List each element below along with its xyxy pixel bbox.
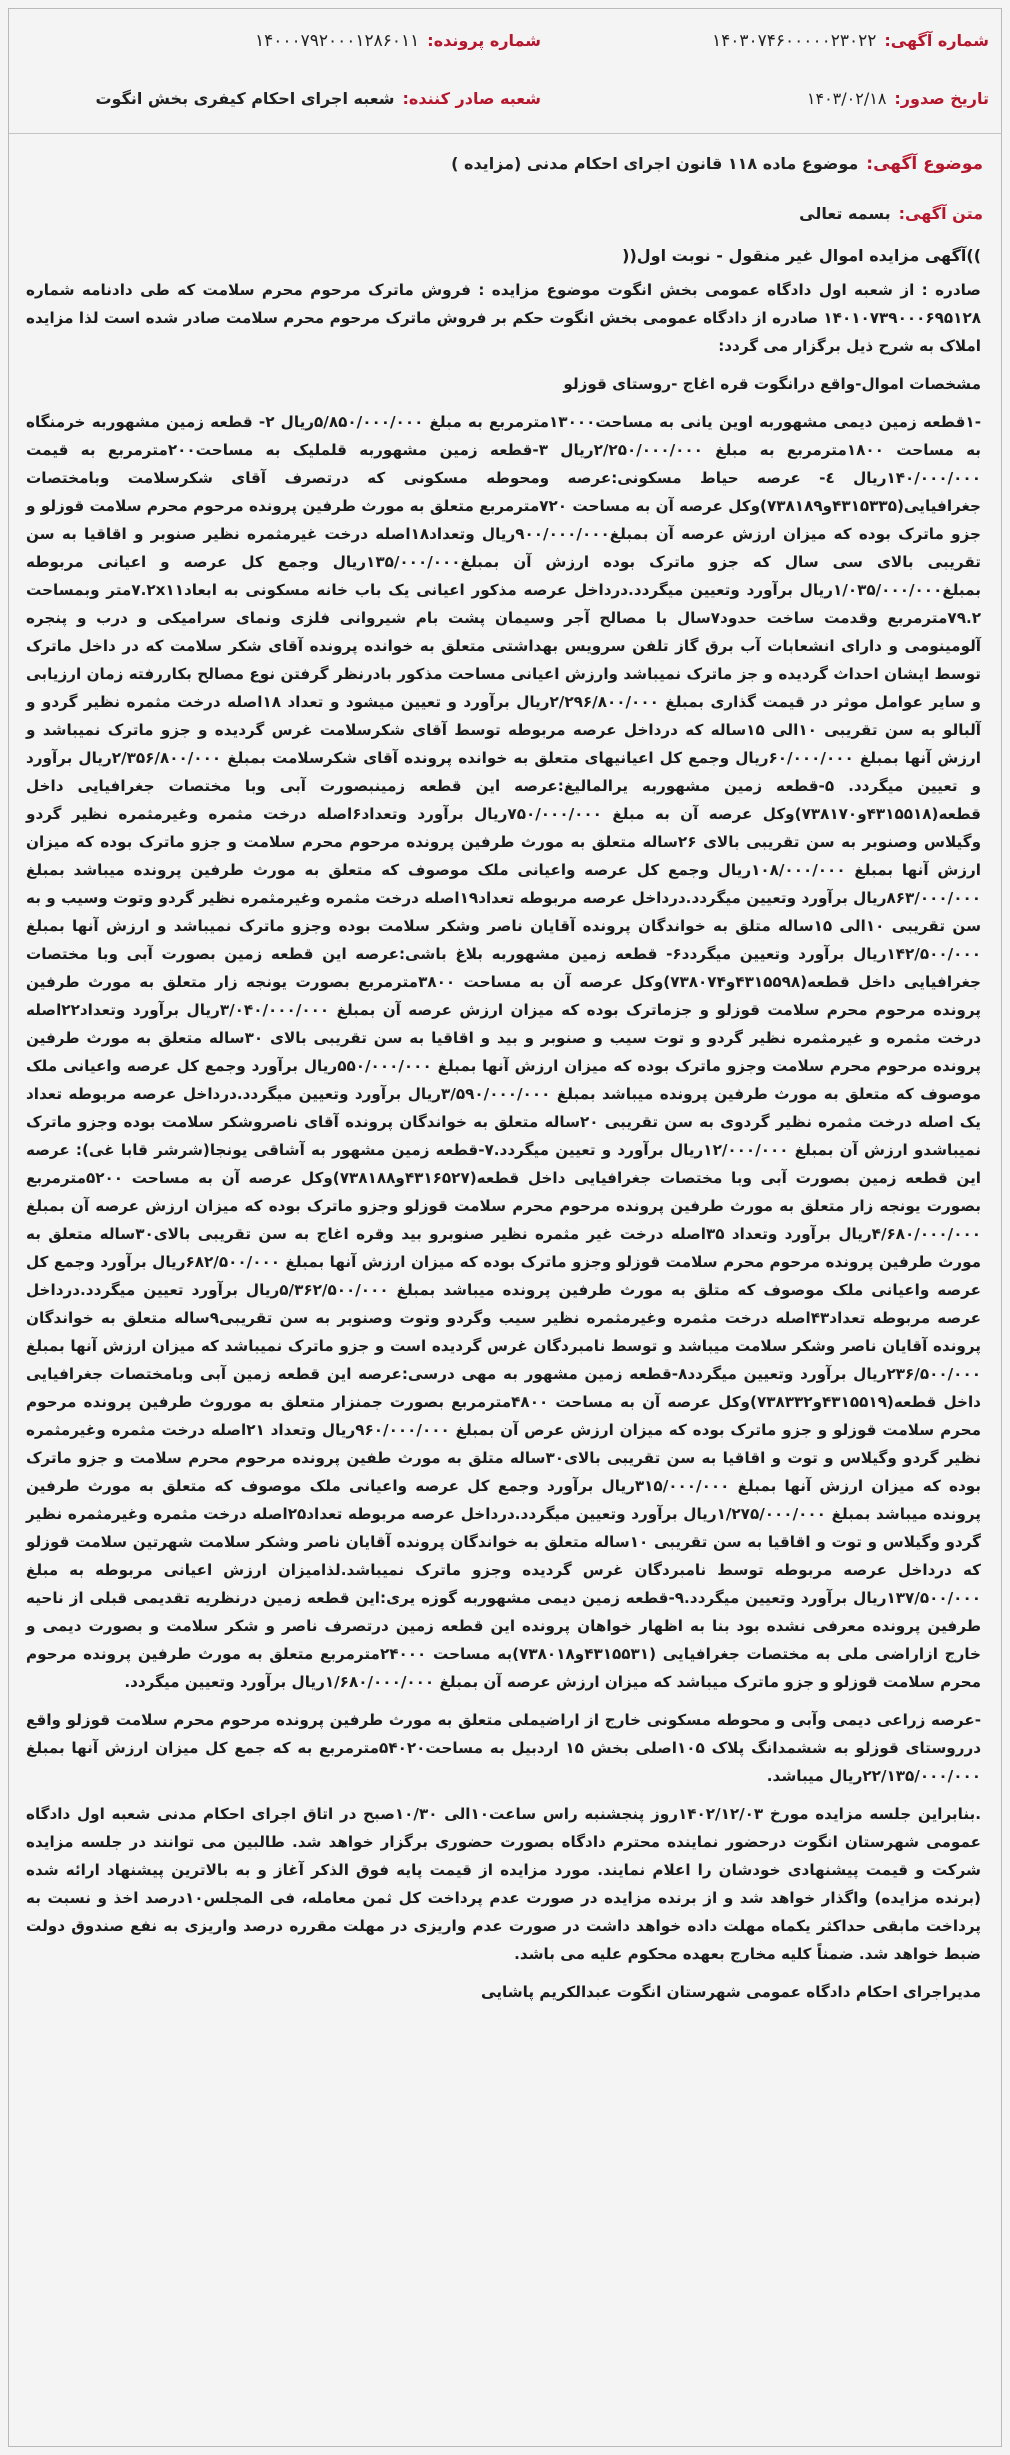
case-number-row	[255, 31, 541, 51]
text-intro: بسمه تعالی	[799, 204, 891, 223]
ad-body	[26, 242, 981, 2012]
issuer-name: شعبه اجرای احکام کیفری بخش انگوت	[95, 89, 395, 108]
text-label-row	[799, 204, 983, 223]
ad-paragraph-location: مشخصات اموال-واقع درانگوت قره اغاج -روستای قوزلو	[563, 375, 981, 393]
ad-document	[8, 8, 1002, 2447]
issuer-row	[95, 89, 541, 108]
case-number-label: شماره پرونده:	[427, 31, 541, 50]
subject-row	[451, 154, 983, 174]
ad-number-row	[712, 31, 989, 51]
case-number: ۱۴۰۰۰۷۹۲۰۰۰۱۲۸۶۰۱۱	[254, 31, 420, 51]
ad-paragraph-auction: .بنابراین جلسه مزایده مورخ ۱۴۰۲/۱۲/۰۳روز پنجشنبه راس ساعت۱۰الی ۱۰/۳۰صبح در اتاق اجرای احکام مدنی شعبه اول دادگاه عمومی شهرستان انگوت درحضور نماینده محترم دادگاه بصورت حضوری برگزار خواهد شد. طالبین می توانند در جلسه مزایده شرکت و قیمت پیشنهادی خودشان را اعلام نمایند. مورد مزایده از قیمت پایه فوق الذکر آغاز و به بالاترین پیشنهاد ارائه شده (برنده مزایده) واگذار خواهد شد و از برنده مزایده در صورت عدم پرداخت کل ثمن معامله، فی المجلس۱۰درصد اخذ و نسبت به پرداخت مابقی حداکثر یکماه مهلت داده خواهد داشت در صورت عدم واریزی در مهلت مقرره درصد واریزی به نفع صندوق دولت ضبط خواهد شد. ضمناً کلیه مخارج بعهده محکوم علیه می باشد.	[26, 1805, 981, 1963]
subject-label: موضوع آگهی:	[866, 154, 983, 174]
issue-date-row	[807, 89, 989, 108]
ad-title: ))آگهی مزایده اموال غیر منقول - نوبت اول((	[622, 246, 981, 265]
issue-date-label: تاریخ صدور:	[894, 89, 989, 108]
ad-paragraph-summary: -عرصه زراعی دیمی وآبی و محوطه مسکونی خارج از اراضیملی متعلق به مورث طرفین پرونده مرحوم محرم سلامت قوزلو واقع درروستای قوزلو به ششمدانگ پلاک ۱۰۵اصلی بخش ۱۵ اردبیل به مساحت۵۴۰۲۰مترمربع به که جمع کل میزان ارزش آنها بمبلغ ۲۲/۱۳۵/۰۰۰/۰۰۰ریال میباشد.	[26, 1711, 982, 1785]
ad-signature: مدیراجرای احکام دادگاه عمومی شهرستان انگوت عبدالکریم پاشایی	[480, 1983, 981, 2001]
ad-number: ۱۴۰۳۰۷۴۶۰۰۰۰۰۲۳۰۲۲	[712, 31, 877, 51]
ad-header	[9, 9, 1001, 134]
subject-text: موضوع ماده ۱۱۸ قانون اجرای احکام مدنی (مزایده )	[451, 154, 859, 173]
ad-number-label: شماره آگهی:	[884, 31, 989, 50]
issue-date: ۱۴۰۳/۰۲/۱۸	[806, 89, 887, 108]
ad-paragraph-intro: صادره : از شعبه اول دادگاه عمومی بخش انگوت موضوع مزایده : فروش ماترک مرحوم محرم سلامت که طی دادنامه شماره ۱۴۰۱۰۷۳۹۰۰۰۶۹۵۱۲۸ صادره از دادگاه عمومی بخش انگوت حکم بر فروش ماترک مرحوم محرم سلامت صادر شده است لذا مزایده املاک به شرح ذیل برگزار می گردد:	[26, 281, 981, 355]
ad-paragraph-properties: -۱قطعه زمین دیمی مشهوربه اوین یانی به مساحت۱۳۰۰۰مترمربع به مبلغ ۵/۸۵۰/۰۰۰/۰۰۰ریال ۲- قطعه زمین مشهوربه خرمنگاه به مساحت ۱۸۰۰مترمربع به مبلغ ۲/۲۵۰/۰۰۰/۰۰۰ریال ۳-قطعه زمین مشهوربه قلملیک به مساحت۲۰۰مترمربع به قیمت ۱۴۰/۰۰۰/۰۰۰ریال ٤- عرصه حیاط مسکونی:عرصه ومحوطه مسکونی که درتصرف آقای شکرسلامت وبامختصات جغرافیایی(۴۳۱۵۳۳۵و۷۳۸۱۸۹)وکل عرصه آن به مساحت ۷۲۰مترمربع متعلق به مورث طرفین پرونده مرحوم محرم سلامت قوزلو و جزو ماترک بوده که میزان ارزش عرصه آن بمبلغ۹۰۰/۰۰۰/۰۰۰ریال وتعداد۱۸اصله درخت غیرمثمره نظیر صنوبر و اقاقیا به سن تقریبی بالای سی سال که جزو ماترک بوده ارزش آن بمبلغ۱۳۵/۰۰۰/۰۰۰ریال وجمع کل عرصه و اعیانی مربوطه بمبلغ۱/۰۳۵/۰۰۰/۰۰۰ریال برآورد وتعیین میگردد.درداخل عرصه مذکور اعیانی یک باب خانه مسکونی به ابعاد۷.۲x۱۱متر وبمساحت ۷۹.۲مترمربع وقدمت ساخت حدود۷سال با مصالح آجر وسیمان پشت بام شیروانی فلزی ونمای سرامیکی و درب و پنجره آلومینومی و دارای انشعابات آب برق گاز تلفن سرویس بهداشتی متعلق به خوانده پرونده آقای شکر سلامت که در داخل ماترک توسط ایشان احداث گردیده و جز ماترک نمیباشد وارزش اعیانی مساحت مذکور بادرنظر گرفتن نوع مصالح بکاررفته زمان ارزیابی و سایر عوامل موثر در قیمت گذاری بمبلغ ۲/۲۹۶/۸۰۰/۰۰۰ریال برآورد و تعیین میشود و تعداد ۱۸اصله درخت مثمره نظیر گردو و آلبالو به سن تقریبی ۱۰الی ۱۵ساله که درداخل عرصه مربوطه توسط آقای شکرسلامت غرس گردیده و جزو ماترک نمیباشد و ارزش آنها بمبلغ ۶۰/۰۰۰/۰۰۰ریال وجمع کل اعیانیهای متعلق به خوانده پرونده آقای شکرسلامت بمبلغ ۲/۳۵۶/۸۰۰/۰۰۰ریال برآورد و تعیین میگردد. ۵-قطعه زمین مشهوربه یرالمالیغ:عرصه این قطعه زمینبصورت آبی وبا مختصات جغرافیایی داخل قطعه(۴۳۱۵۵۱۸و۷۳۸۱۷۰)وکل عرصه آن به مبلغ ۷۵۰/۰۰۰/۰۰۰ریال برآورد وتعداد۶اصله درخت مثمره وغیرمثمره نظیر گردو وگیلاس وصنوبر به سن تقریبی بالای ۲۶ساله متعلق به مورث طرفین پرونده مرحوم محرم سلامت و جزو ماترک بوده که میزان ارزش آنها بمبلغ ۱۰۸/۰۰۰/۰۰۰ریال وجمع کل عرصه واعیانی ملک موصوف که متعلق به مورث طرفین پرونده میباشد بمبلغ ۸۶۳/۰۰۰/۰۰۰ریال برآورد وتعیین میگردد.درداخل عرصه مربوطه تعداد۱۹اصله درخت مثمره وغیرمثمره نظیر گردو وتوت وسیب و به سن تقریبی ۱۰الی ۱۵ساله متلق به خواندگان پرونده آقایان ناصر وشکر سلامت بوده وجزو ماترک نمیباشد و ارزش آنها بمبلغ ۱۴۲/۵۰۰/۰۰۰ریال برآورد وتعیین میگردد۶- قطعه زمین مشهوربه بلاغ باشی:عرصه این قطعه زمین بصورت آبی وبا مختصات جغرافیایی داخل قطعه(۴۳۱۵۵۹۸و۷۳۸۰۷۴)وکل عرصه آن به مساحت ۳۸۰۰مترمربع بصورت یونجه زار متعلق به مورث طرفین پرونده مرحوم محرم سلامت قوزلو و جزماترک بوده که میزان ارزش عرصه آن بمبلغ ۳/۰۴۰/۰۰۰/۰۰۰ریال برآورد وتعداد۲۲اصله درخت مثمره و غیرمثمره نظیر گردو و توت سیب و صنوبر و بید و اقاقیا به سن تقریبی بالای ۳۰ساله متعلق به مورث طرفین پرونده مرحوم محرم سلامت وجزو ماترک بوده که میزان ارزش آنها بمبلغ ۵۵۰/۰۰۰/۰۰۰ریال برآورد وجمع کل عرصه واعیانی ملک موصوف که متعلق به مورث طرفین پرونده میباشد بمبلغ ۳/۵۹۰/۰۰۰/۰۰۰ریال برآورد وتعیین میگردد.درداخل عرصه مربوطه تعداد یک اصله درخت مثمره نظیر گردوی به سن تقریبی ۲۰ساله متعلق به خواندگان پرونده آقای ناصروشکر سلامت بوده وجزو ماترک نمیباشدو ارزش آن بمبلغ ۱۲/۰۰۰/۰۰۰ریال برآورد و تعیین میگردد.۷-قطعه زمین مشهور به آشاقی یونجا(شرشر قابا غی): عرصه این قطعه زمین بصورت آبی وبا مختصات جغرافیایی داخل قطعه(۴۳۱۶۵۲۷و۷۳۸۱۸۸)وکل عرصه آن به مساحت ۵۲۰۰مترمربع بصورت یونجه زار متعلق به مورث طرفین پرونده مرحوم محرم سلامت قوزلو وجزو ماترک بوده که میزان ارزش عرصه آن بمبلغ ۴/۶۸۰/۰۰۰/۰۰۰ریال برآورد وتعداد ۳۵اصله درخت غیر مثمره نظیر صنوبرو بید وقره اغاج به سن تقریبی بالای۳۰ساله متعلق به مورث طرفین پرونده مرحوم محرم سلامت قوزلو وجزو ماترک بوده که میزان ارزش آنها بمبلغ ۶۸۲/۵۰۰/۰۰۰ریال برآورد وجمع کل عرصه واعیانی ملک موصوف که متلق به مورث طرفین پرونده میباشد بمبلغ ۵/۳۶۲/۵۰۰/۰۰۰ریال برآورد تعیین میگردد.درداخل عرصه مربوطه تعداد۴۳اصله درخت مثمره وغیرمثمره نظیر سیب وگردو وتوت وصنوبر به سن تقریبی۹ساله متعلق به خواندگان پرونده آقایان ناصر وشکر سلامت میباشد و توسط نامبردگان غرس گردیده است و جزو ماترک نمیباشد که میزان ارزش آنها بمبلغ ۲۳۶/۵۰۰/۰۰۰ریال برآورد وتعیین میگردد۸-قطعه زمین مشهور به مهی درسی:عرصه این قطعه زمین آبی وبامختصات جغرافیایی داخل قطعه(۴۳۱۵۵۱۹و۷۳۸۳۳۲)وکل عرصه آن به مساحت ۴۸۰۰مترمربع بصورت جمنزار متعلق به موروث طرفین پرونده مرحوم محرم سلامت قوزلو و جزو ماترک بوده که میزان ارزش عرص آن بمبلغ ۹۶۰/۰۰۰/۰۰۰ریال وتعداد ۲۱اصله درخت مثمره وغیرمثمره نظیر گردو وگیلاس و توت و اقاقیا به سن تقریبی بالای۳۰ساله متلق به مورث طفین پرونده مرحوم محرم سلامت و جزو ماترک بوده که میزان ارزش آنها بمبلغ ۳۱۵/۰۰۰/۰۰۰ریال برآورد وجمع کل عرصه واعیانی ملک موصوف که متعلق به مورث طرفین پرونده میباشد بمبلغ ۱/۲۷۵/۰۰۰/۰۰۰ریال برآورد وتعیین میگردد.درداخل عرصه مربوطه تعداد۲۵اصله درخت مثمره وغیرمثمره نظیر گردو وگیلاس و توت و اقاقیا به سن تقریبی ۱۰ساله متعلق به خواندگان پرونده آقایان ناصر وشکر سلامت شهرتین سلامت قوزلو که درداخل عرصه مربوطه توسط نامبردگان غرس گردیده وجزو ماترک نمیباشد.لذامیزان ارزش اعیانی مربوطه به مبلغ ۱۳۷/۵۰۰/۰۰۰ریال برآورد وتعیین میگردد.۹-قطعه زمین دیمی مشهوربه گوزه یری:این قطعه زمین درنظریه تقدیمی قبلی از ناحیه طرفین پرونده معرفی نشده بود بنا به اظهار خواهان پرونده این قطعه زمین درتصرف ناصر و شکر سلامت و بصورت دیمی و خارج ازاراضی ملی به مختصات جغرافیایی (۴۳۱۵۵۳۱و۷۳۸۰۱۸)به مساحت ۲۴۰۰۰مترمربع متعلق به مورث طرفین پرونده مرحوم محرم سلامت قوزلو و جزو ماترک میباشد که میزان ارزش عرصه آن بمبلغ ۱/۶۸۰/۰۰۰/۰۰۰ریال برآورد وتعیین میگردد.	[26, 413, 982, 1691]
issuer-label: شعبه صادر کننده:	[402, 89, 541, 108]
text-label: متن آگهی:	[898, 204, 983, 223]
